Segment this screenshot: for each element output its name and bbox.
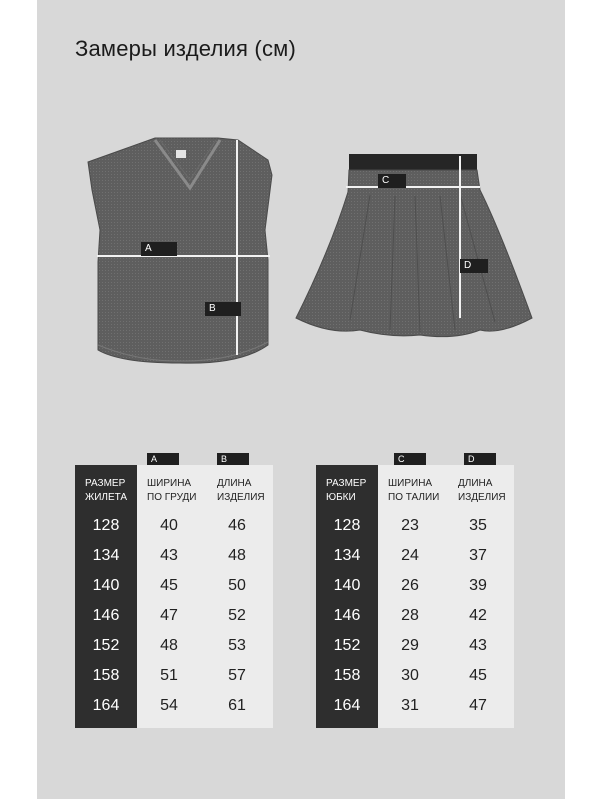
skirt-illustration xyxy=(296,154,532,337)
header-cell: РАЗМЕР ЖИЛЕТА xyxy=(85,478,128,503)
col-tag-b: B xyxy=(217,453,249,466)
measure-cell: 43 xyxy=(160,547,178,564)
size-cell: 128 xyxy=(92,517,120,534)
measure-cell: 45 xyxy=(469,667,487,684)
header-cell: ДЛИНА ИЗДЕЛИЯ xyxy=(217,478,265,503)
measure-cell: 23 xyxy=(401,517,419,534)
measure-cell: 47 xyxy=(160,607,178,624)
header-cell: РАЗМЕР ЮБКИ xyxy=(326,478,367,503)
measure-cell: 51 xyxy=(160,667,178,684)
measure-cell: 45 xyxy=(160,577,178,594)
size-cell: 152 xyxy=(333,637,361,654)
vest-illustration xyxy=(88,138,272,363)
header-cell: ШИРИНА ПО ГРУДИ xyxy=(147,478,197,503)
size-cell: 146 xyxy=(92,607,120,624)
measure-cell: 53 xyxy=(228,637,246,654)
measure-cell: 24 xyxy=(401,547,419,564)
measure-cell: 43 xyxy=(469,637,487,654)
measure-cell: 54 xyxy=(160,697,178,714)
measure-cell: 28 xyxy=(401,607,419,624)
measure-cell: 39 xyxy=(469,577,487,594)
measure-cell: 30 xyxy=(401,667,419,684)
size-cell: 152 xyxy=(92,637,120,654)
measure-cell: 31 xyxy=(401,697,419,714)
measure-cell: 26 xyxy=(401,577,419,594)
measure-tag-b: B xyxy=(205,302,241,316)
col-tag-d: D xyxy=(464,453,496,466)
measure-cell: 35 xyxy=(469,517,487,534)
size-cell: 164 xyxy=(92,697,120,714)
measure-cell: 52 xyxy=(228,607,246,624)
measure-cell: 46 xyxy=(228,517,246,534)
size-cell: 164 xyxy=(333,697,361,714)
header-cell: ДЛИНА ИЗДЕЛИЯ xyxy=(458,478,506,503)
measure-cell: 48 xyxy=(228,547,246,564)
measure-cell: 47 xyxy=(469,697,487,714)
measure-tag-d: D xyxy=(460,259,488,273)
size-cell: 158 xyxy=(333,667,361,684)
measure-cell: 40 xyxy=(160,517,178,534)
measure-tag-a: A xyxy=(141,242,177,256)
col-tag-c: C xyxy=(394,453,426,466)
size-cell: 140 xyxy=(92,577,120,594)
size-cell: 134 xyxy=(333,547,361,564)
size-cell: 158 xyxy=(92,667,120,684)
measure-cell: 29 xyxy=(401,637,419,654)
measure-cell: 37 xyxy=(469,547,487,564)
col-tag-a: A xyxy=(147,453,179,466)
measure-cell: 50 xyxy=(228,577,246,594)
measure-cell: 61 xyxy=(228,697,246,714)
size-cell: 128 xyxy=(333,517,361,534)
page-title: Замеры изделия (см) xyxy=(75,36,297,61)
measure-cell: 57 xyxy=(228,667,246,684)
measure-tag-c: C xyxy=(378,174,406,188)
size-cell: 134 xyxy=(92,547,120,564)
measure-cell: 42 xyxy=(469,607,487,624)
header-cell: ШИРИНА ПО ТАЛИИ xyxy=(388,478,440,503)
size-cell: 146 xyxy=(333,607,361,624)
measure-cell: 48 xyxy=(160,637,178,654)
size-cell: 140 xyxy=(333,577,361,594)
